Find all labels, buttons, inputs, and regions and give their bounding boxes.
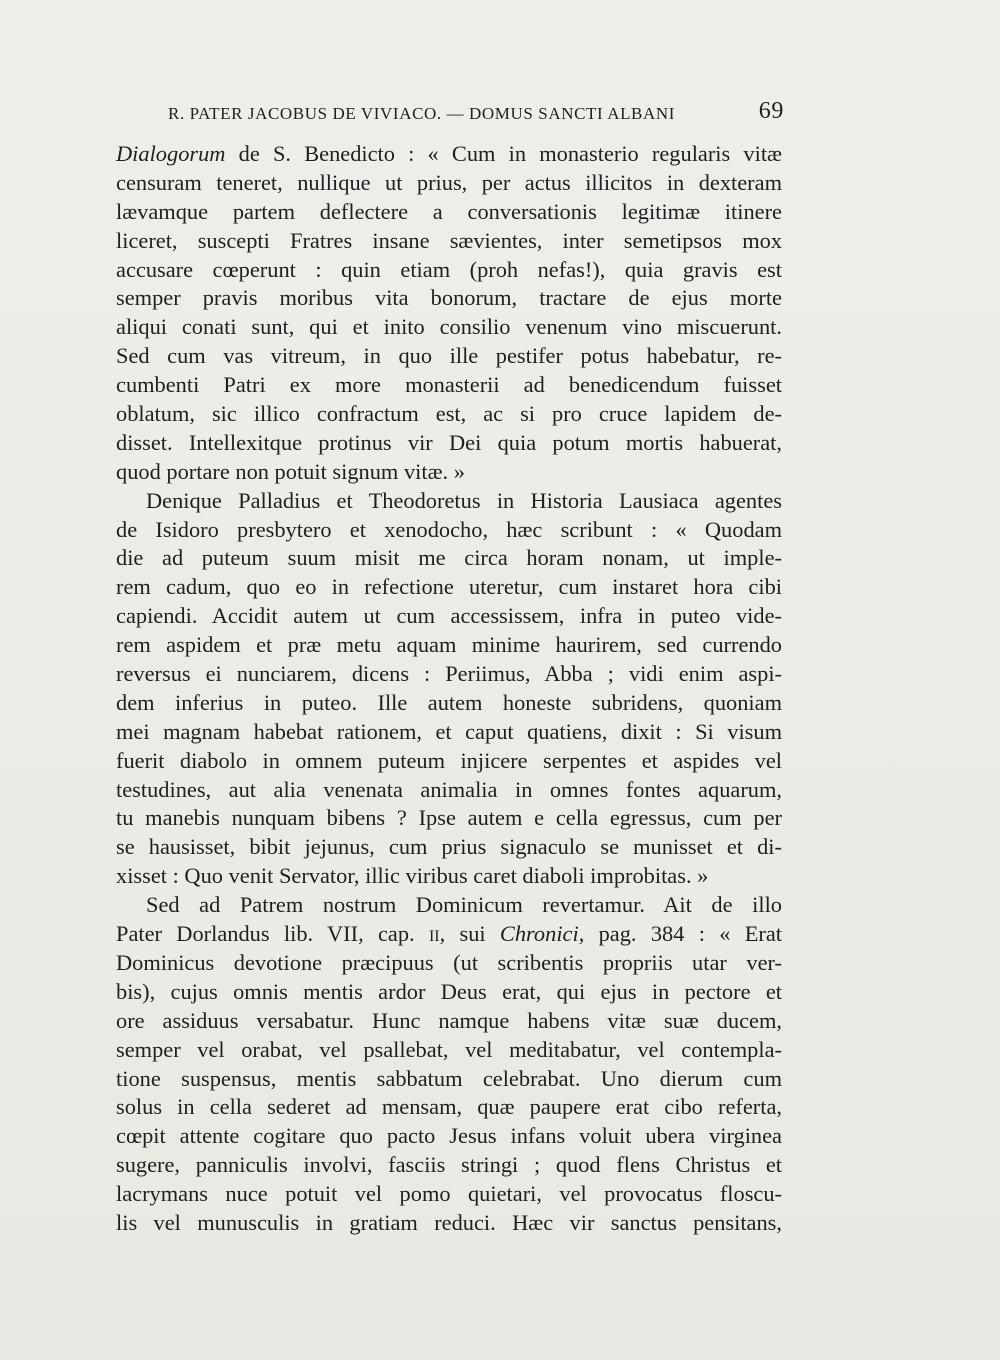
line-text: liceret, suscepti Fratres insane sævientes, inter semetipsos mox [116,227,782,253]
line-text: semper pravis moribus vita bonorum, tractare de ejus morte [116,285,782,311]
line-text: cumbenti Patri ex more monasterii ad benedicendum fuisset [116,372,782,398]
line-text: ore assiduus versabatur. Hunc namque habens vitæ suæ ducem, [116,1007,782,1033]
text-line [116,458,782,487]
line-text: Pater Dorlandus lib. VII, cap. [116,921,429,947]
line-text: rem aspidem et præ metu aquam minime haurirem, sed currendo [116,632,782,658]
line-text: xisset : Quo venit Servator, illic viribus caret diaboli improbitas. » [116,863,709,889]
text-line [116,227,782,256]
line-text: de S. Benedicto : « Cum in monasterio regularis vitæ [225,141,782,166]
page-header [168,100,784,130]
text-line [116,371,782,400]
line-text: pag. 384 : « Erat [584,921,782,947]
line-text: cœpit attente cogitare quo pacto Jesus infans voluit ubera virginea [116,1123,782,1149]
line-text: Denique Palladius et Theodoretus in Historia Lausiaca agentes [146,487,782,513]
text-line [116,718,782,747]
line-text: lævamque partem deflectere a conversationis legitimæ itinere [116,198,782,224]
text-line [116,544,782,573]
text-line [116,1151,782,1180]
line-text: reversus ei nunciarem, dicens : Periimus, Abba ; vidi enim aspi- [116,661,782,687]
text-line [116,804,782,833]
text-line [116,1036,782,1065]
text-line [116,920,782,949]
text-line [116,516,782,545]
line-text: testudines, aut alia venenata animalia in omnes fontes aquarum, [116,776,782,802]
line-text: semper vel orabat, vel psallebat, vel meditabatur, vel contempla- [116,1036,782,1062]
italic-title: Chronici, [499,921,585,947]
text-line [116,660,782,689]
text-line [116,400,782,429]
line-text: Sed cum vas vitreum, in quo ille pestifer potus habebatur, re- [116,343,782,369]
line-text: fuerit diabolo in omnem puteum injicere serpentes et aspides vel [116,747,782,773]
line-text: de Isidoro presbytero et xenodocho, hæc scribunt : « Quodam [116,516,782,542]
line-text: solus in cella sederet ad mensam, quæ paupere erat cibo referta, [116,1094,782,1120]
line-text: rem cadum, quo eo in refectione uteretur, cum instaret hora cibi [116,574,782,600]
text-line [116,602,782,631]
line-text: oblatum, sic illico confractum est, ac si pro cruce lapidem de- [116,401,782,427]
text-line [116,862,782,891]
line-text: lis vel munusculis in gratiam reduci. Hæc vir sanctus pensitans, [116,1209,782,1235]
text-line [116,169,782,198]
text-line [116,1065,782,1094]
text-line [116,313,782,342]
text-line [116,342,782,371]
text-line [116,256,782,285]
text-line [116,573,782,602]
page-number: 69 [758,98,784,124]
text-line [116,689,782,718]
line-text: disset. Intellexitque protinus vir Dei quia potum mortis habuerat, [116,429,782,455]
line-text: dem inferius in puteo. Ille autem honeste subridens, quoniam [116,689,782,715]
line-text: mei magnam habebat rationem, et caput quatiens, dixit : Si visum [116,718,782,744]
small-caps-text: ii [428,921,440,947]
text-line [116,776,782,805]
running-head: R. PATER JACOBUS DE VIVIACO. — DOMUS SANCTI ALBANI [168,104,676,123]
text-line [116,949,782,978]
body-text [116,140,782,1238]
text-line [116,429,782,458]
line-text: capiendi. Accidit autem ut cum accessissem, infra in puteo vide- [116,603,782,629]
text-line [116,891,782,920]
text-line [116,284,782,313]
text-line [116,631,782,660]
text-line [116,1093,782,1122]
line-text: se hausisset, bibit jejunus, cum prius signaculo se munisset et di- [116,834,782,860]
line-text: censuram teneret, nullique ut prius, per actus illicitos in dexteram [116,169,782,195]
text-line [116,1007,782,1036]
line-text: tu manebis nunquam bibens ? Ipse autem e cella egressus, cum per [116,805,782,831]
text-line [116,140,782,169]
line-text: accusare cœperunt : quin etiam (proh nefas!), quia gravis est [116,256,782,282]
line-text: lacrymans nuce potuit vel pomo quietari, vel provocatus floscu- [116,1181,782,1207]
line-text: bis), cujus omnis mentis ardor Deus erat, qui ejus in pectore et [116,978,782,1004]
line-text: sugere, panniculis involvi, fasciis stringi ; quod flens Christus et [116,1152,782,1178]
line-text: die ad puteum suum misit me circa horam nonam, ut imple- [116,545,782,571]
text-line [116,1209,782,1238]
text-line [116,1122,782,1151]
line-text: Sed ad Patrem nostrum Dominicum revertamur. Ait de illo [146,892,782,918]
line-text: , sui [439,921,500,947]
text-line [116,487,782,516]
text-line [116,1180,782,1209]
text-line [116,198,782,227]
text-line [116,833,782,862]
line-text: aliqui conati sunt, qui et inito consilio venenum vino miscuerunt. [116,314,782,340]
line-text: tione suspensus, mentis sabbatum celebrabat. Uno dierum cum [116,1065,782,1091]
text-line [116,747,782,776]
line-text: Dominicus devotione præcipuus (ut scribentis propriis utar ver- [116,949,782,975]
text-line [116,978,782,1007]
italic-title: Dialogorum [116,141,226,166]
line-text: quod portare non potuit signum vitæ. » [116,458,465,484]
